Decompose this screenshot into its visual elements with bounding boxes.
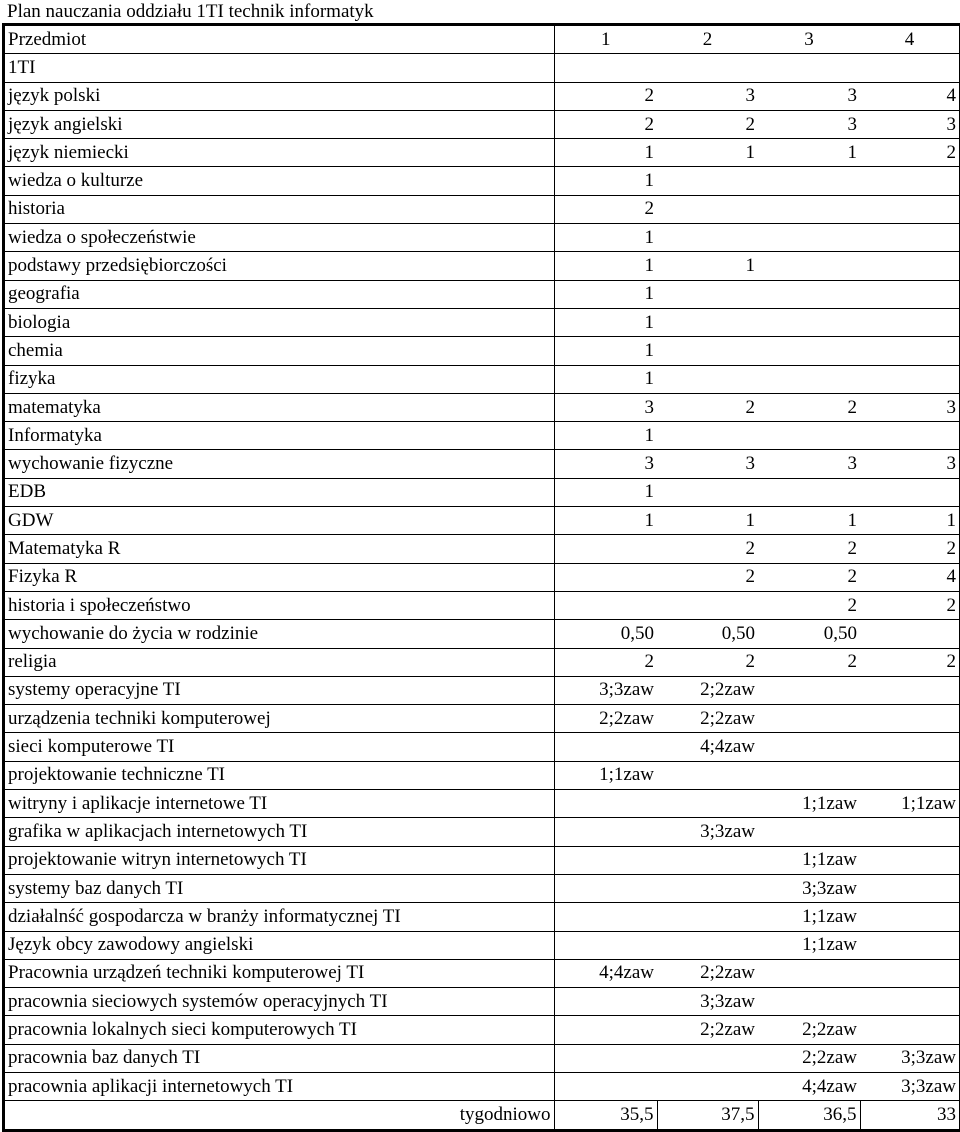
- hours-year-1: 4;4zaw: [554, 959, 657, 987]
- hours-year-2: 4;4zaw: [657, 733, 758, 761]
- table-row: [5, 308, 959, 336]
- hours-year-2: [657, 846, 758, 874]
- hours-year-2: 0,50: [657, 620, 758, 648]
- hours-year-2: 2: [657, 648, 758, 676]
- hours-year-1: 1: [554, 422, 657, 450]
- hours-year-4: [860, 280, 959, 308]
- hours-year-4: [860, 365, 959, 393]
- subject-column-header: Przedmiot: [5, 26, 554, 54]
- subject-name: działalnść gospodarcza w branży informatycznej TI: [5, 903, 554, 931]
- hours-year-2: [657, 167, 758, 195]
- hours-year-3: [758, 224, 860, 252]
- subject-name: historia i społeczeństwo: [5, 591, 554, 619]
- hours-year-1: 1: [554, 478, 657, 506]
- hours-year-4: [860, 761, 959, 789]
- subject-name: pracownia baz danych TI: [5, 1044, 554, 1072]
- hours-year-4: 2: [860, 648, 959, 676]
- table-row: [5, 874, 959, 902]
- subject-name: systemy operacyjne TI: [5, 676, 554, 704]
- hours-year-1: 1: [554, 139, 657, 167]
- table-row: [5, 761, 959, 789]
- hours-year-1: 1: [554, 337, 657, 365]
- hours-year-2: 2: [657, 535, 758, 563]
- table-row: [5, 195, 959, 223]
- hours-year-3: 2: [758, 591, 860, 619]
- hours-year-1: [554, 846, 657, 874]
- class-row: [5, 54, 959, 82]
- hours-year-2: [657, 1044, 758, 1072]
- year-3-header: 3: [758, 26, 860, 54]
- subject-name: Matematyka R: [5, 535, 554, 563]
- subject-name: pracownia aplikacji internetowych TI: [5, 1072, 554, 1100]
- table-row: [5, 167, 959, 195]
- year-1-header: 1: [554, 26, 657, 54]
- hours-year-3: [758, 676, 860, 704]
- table-row: [5, 507, 959, 535]
- curriculum-table-frame: [2, 23, 960, 1132]
- subject-name: projektowanie witryn internetowych TI: [5, 846, 554, 874]
- subject-name: wiedza o społeczeństwie: [5, 224, 554, 252]
- subject-name: wychowanie fizyczne: [5, 450, 554, 478]
- hours-year-2: [657, 224, 758, 252]
- hours-year-4: [860, 478, 959, 506]
- empty-cell: [657, 54, 758, 82]
- hours-year-3: [758, 705, 860, 733]
- table-row: [5, 280, 959, 308]
- hours-year-2: 2;2zaw: [657, 705, 758, 733]
- hours-year-1: [554, 1072, 657, 1100]
- hours-year-4: [860, 422, 959, 450]
- hours-year-2: [657, 422, 758, 450]
- table-row: [5, 139, 959, 167]
- subject-name: wiedza o kulturze: [5, 167, 554, 195]
- hours-year-3: 2;2zaw: [758, 1016, 860, 1044]
- hours-year-3: 3: [758, 110, 860, 138]
- subject-name: systemy baz danych TI: [5, 874, 554, 902]
- hours-year-4: [860, 195, 959, 223]
- subject-name: EDB: [5, 478, 554, 506]
- hours-year-2: 1: [657, 507, 758, 535]
- hours-year-4: 3;3zaw: [860, 1044, 959, 1072]
- hours-year-2: 2: [657, 393, 758, 421]
- hours-year-3: [758, 761, 860, 789]
- hours-year-1: [554, 818, 657, 846]
- hours-year-1: [554, 1044, 657, 1072]
- curriculum-table: [5, 26, 959, 1129]
- hours-year-1: 0,50: [554, 620, 657, 648]
- table-row: [5, 393, 959, 421]
- total-row: [5, 1101, 959, 1129]
- hours-year-4: 2: [860, 535, 959, 563]
- subject-name: sieci komputerowe TI: [5, 733, 554, 761]
- hours-year-4: [860, 959, 959, 987]
- subject-name: religia: [5, 648, 554, 676]
- table-row: [5, 903, 959, 931]
- total-year-2: 37,5: [657, 1101, 758, 1129]
- hours-year-3: 2: [758, 563, 860, 591]
- hours-year-1: [554, 874, 657, 902]
- hours-year-3: [758, 478, 860, 506]
- hours-year-3: [758, 422, 860, 450]
- subject-name: Pracownia urządzeń techniki komputerowej TI: [5, 959, 554, 987]
- hours-year-4: [860, 337, 959, 365]
- hours-year-1: 1: [554, 167, 657, 195]
- hours-year-4: [860, 308, 959, 336]
- hours-year-2: 2;2zaw: [657, 959, 758, 987]
- table-row: [5, 422, 959, 450]
- hours-year-1: 1: [554, 224, 657, 252]
- hours-year-2: [657, 874, 758, 902]
- total-year-1: 35,5: [554, 1101, 657, 1129]
- hours-year-4: [860, 224, 959, 252]
- hours-year-1: [554, 591, 657, 619]
- hours-year-4: [860, 167, 959, 195]
- hours-year-4: 3: [860, 450, 959, 478]
- hours-year-1: [554, 988, 657, 1016]
- subject-name: GDW: [5, 507, 554, 535]
- hours-year-3: 3: [758, 450, 860, 478]
- hours-year-3: 4;4zaw: [758, 1072, 860, 1100]
- year-4-header: 4: [860, 26, 959, 54]
- hours-year-4: [860, 252, 959, 280]
- hours-year-4: 3: [860, 393, 959, 421]
- hours-year-4: 3;3zaw: [860, 1072, 959, 1100]
- total-label: tygodniowo: [5, 1101, 554, 1129]
- hours-year-1: [554, 931, 657, 959]
- hours-year-4: [860, 931, 959, 959]
- table-row: [5, 110, 959, 138]
- table-row: [5, 959, 959, 987]
- hours-year-2: 2;2zaw: [657, 1016, 758, 1044]
- hours-year-4: [860, 874, 959, 902]
- hours-year-3: [758, 818, 860, 846]
- hours-year-1: 2: [554, 82, 657, 110]
- hours-year-2: [657, 280, 758, 308]
- hours-year-3: 2: [758, 535, 860, 563]
- hours-year-1: [554, 790, 657, 818]
- hours-year-1: 1: [554, 308, 657, 336]
- subject-name: grafika w aplikacjach internetowych TI: [5, 818, 554, 846]
- hours-year-3: [758, 733, 860, 761]
- hours-year-4: 4: [860, 563, 959, 591]
- table-row: [5, 535, 959, 563]
- hours-year-2: 2: [657, 563, 758, 591]
- table-row: [5, 676, 959, 704]
- hours-year-2: [657, 337, 758, 365]
- subject-name: chemia: [5, 337, 554, 365]
- table-row: [5, 931, 959, 959]
- page-title: Plan nauczania oddziału 1TI technik informatyk: [7, 1, 374, 22]
- hours-year-3: 3: [758, 82, 860, 110]
- table-row: [5, 846, 959, 874]
- hours-year-4: [860, 818, 959, 846]
- hours-year-3: 1: [758, 139, 860, 167]
- hours-year-3: [758, 988, 860, 1016]
- hours-year-2: [657, 903, 758, 931]
- hours-year-4: 1: [860, 507, 959, 535]
- table-row: [5, 1016, 959, 1044]
- subject-name: matematyka: [5, 393, 554, 421]
- class-label: 1TI: [5, 54, 554, 82]
- hours-year-3: [758, 252, 860, 280]
- hours-year-1: [554, 563, 657, 591]
- table-row: [5, 450, 959, 478]
- subject-name: geografia: [5, 280, 554, 308]
- subject-name: witryny i aplikacje internetowe TI: [5, 790, 554, 818]
- hours-year-2: [657, 478, 758, 506]
- subject-name: język polski: [5, 82, 554, 110]
- hours-year-4: [860, 705, 959, 733]
- table-row: [5, 1044, 959, 1072]
- empty-cell: [554, 54, 657, 82]
- hours-year-3: [758, 308, 860, 336]
- table-row: [5, 337, 959, 365]
- table-row: [5, 818, 959, 846]
- hours-year-1: [554, 733, 657, 761]
- empty-cell: [860, 54, 959, 82]
- subject-name: historia: [5, 195, 554, 223]
- hours-year-2: [657, 931, 758, 959]
- subject-name: Informatyka: [5, 422, 554, 450]
- hours-year-2: [657, 1072, 758, 1100]
- table-row: [5, 620, 959, 648]
- hours-year-4: [860, 620, 959, 648]
- subject-name: wychowanie do życia w rodzinie: [5, 620, 554, 648]
- hours-year-3: [758, 195, 860, 223]
- hours-year-2: 3;3zaw: [657, 988, 758, 1016]
- hours-year-2: 3: [657, 450, 758, 478]
- hours-year-3: 1;1zaw: [758, 903, 860, 931]
- hours-year-1: 3: [554, 450, 657, 478]
- hours-year-1: 1;1zaw: [554, 761, 657, 789]
- hours-year-1: 3: [554, 393, 657, 421]
- hours-year-3: [758, 167, 860, 195]
- hours-year-4: [860, 1016, 959, 1044]
- subject-name: biologia: [5, 308, 554, 336]
- hours-year-1: 3;3zaw: [554, 676, 657, 704]
- hours-year-4: [860, 903, 959, 931]
- hours-year-3: 2;2zaw: [758, 1044, 860, 1072]
- hours-year-1: 2: [554, 195, 657, 223]
- hours-year-2: [657, 790, 758, 818]
- table-row: [5, 224, 959, 252]
- subject-name: pracownia lokalnych sieci komputerowych TI: [5, 1016, 554, 1044]
- table-row: [5, 82, 959, 110]
- hours-year-2: [657, 591, 758, 619]
- table-row: [5, 648, 959, 676]
- hours-year-3: [758, 959, 860, 987]
- subject-name: projektowanie techniczne TI: [5, 761, 554, 789]
- hours-year-4: [860, 988, 959, 1016]
- hours-year-2: 1: [657, 139, 758, 167]
- hours-year-1: 1: [554, 280, 657, 308]
- hours-year-3: 2: [758, 648, 860, 676]
- total-year-4: 33: [860, 1101, 959, 1129]
- subject-name: język angielski: [5, 110, 554, 138]
- hours-year-1: 1: [554, 252, 657, 280]
- subject-name: urządzenia techniki komputerowej: [5, 705, 554, 733]
- hours-year-4: [860, 733, 959, 761]
- hours-year-4: [860, 676, 959, 704]
- table-header-row: [5, 26, 959, 54]
- hours-year-1: [554, 1016, 657, 1044]
- subject-name: podstawy przedsiębiorczości: [5, 252, 554, 280]
- table-row: [5, 252, 959, 280]
- hours-year-3: 3;3zaw: [758, 874, 860, 902]
- hours-year-2: [657, 195, 758, 223]
- hours-year-3: [758, 280, 860, 308]
- hours-year-1: 2: [554, 110, 657, 138]
- hours-year-4: 2: [860, 591, 959, 619]
- hours-year-3: [758, 365, 860, 393]
- table-row: [5, 478, 959, 506]
- hours-year-2: 3;3zaw: [657, 818, 758, 846]
- hours-year-4: 1;1zaw: [860, 790, 959, 818]
- year-2-header: 2: [657, 26, 758, 54]
- table-row: [5, 988, 959, 1016]
- hours-year-2: [657, 308, 758, 336]
- hours-year-2: 1: [657, 252, 758, 280]
- total-year-3: 36,5: [758, 1101, 860, 1129]
- hours-year-4: 4: [860, 82, 959, 110]
- hours-year-3: 1;1zaw: [758, 846, 860, 874]
- subject-name: Język obcy zawodowy angielski: [5, 931, 554, 959]
- hours-year-3: 1;1zaw: [758, 790, 860, 818]
- hours-year-4: [860, 846, 959, 874]
- hours-year-2: 3: [657, 82, 758, 110]
- empty-cell: [758, 54, 860, 82]
- hours-year-2: 2;2zaw: [657, 676, 758, 704]
- table-row: [5, 705, 959, 733]
- table-row: [5, 365, 959, 393]
- hours-year-1: 1: [554, 507, 657, 535]
- table-row: [5, 563, 959, 591]
- hours-year-4: 3: [860, 110, 959, 138]
- hours-year-3: 0,50: [758, 620, 860, 648]
- hours-year-2: [657, 365, 758, 393]
- subject-name: pracownia sieciowych systemów operacyjnych TI: [5, 988, 554, 1016]
- subject-name: język niemiecki: [5, 139, 554, 167]
- hours-year-3: 1;1zaw: [758, 931, 860, 959]
- hours-year-2: [657, 761, 758, 789]
- hours-year-3: 1: [758, 507, 860, 535]
- hours-year-1: 2;2zaw: [554, 705, 657, 733]
- table-row: [5, 1072, 959, 1100]
- hours-year-1: 2: [554, 648, 657, 676]
- subject-name: Fizyka R: [5, 563, 554, 591]
- hours-year-3: 2: [758, 393, 860, 421]
- table-row: [5, 790, 959, 818]
- hours-year-1: [554, 535, 657, 563]
- subject-name: fizyka: [5, 365, 554, 393]
- table-row: [5, 733, 959, 761]
- hours-year-1: 1: [554, 365, 657, 393]
- hours-year-4: 2: [860, 139, 959, 167]
- table-row: [5, 591, 959, 619]
- hours-year-3: [758, 337, 860, 365]
- hours-year-2: 2: [657, 110, 758, 138]
- hours-year-1: [554, 903, 657, 931]
